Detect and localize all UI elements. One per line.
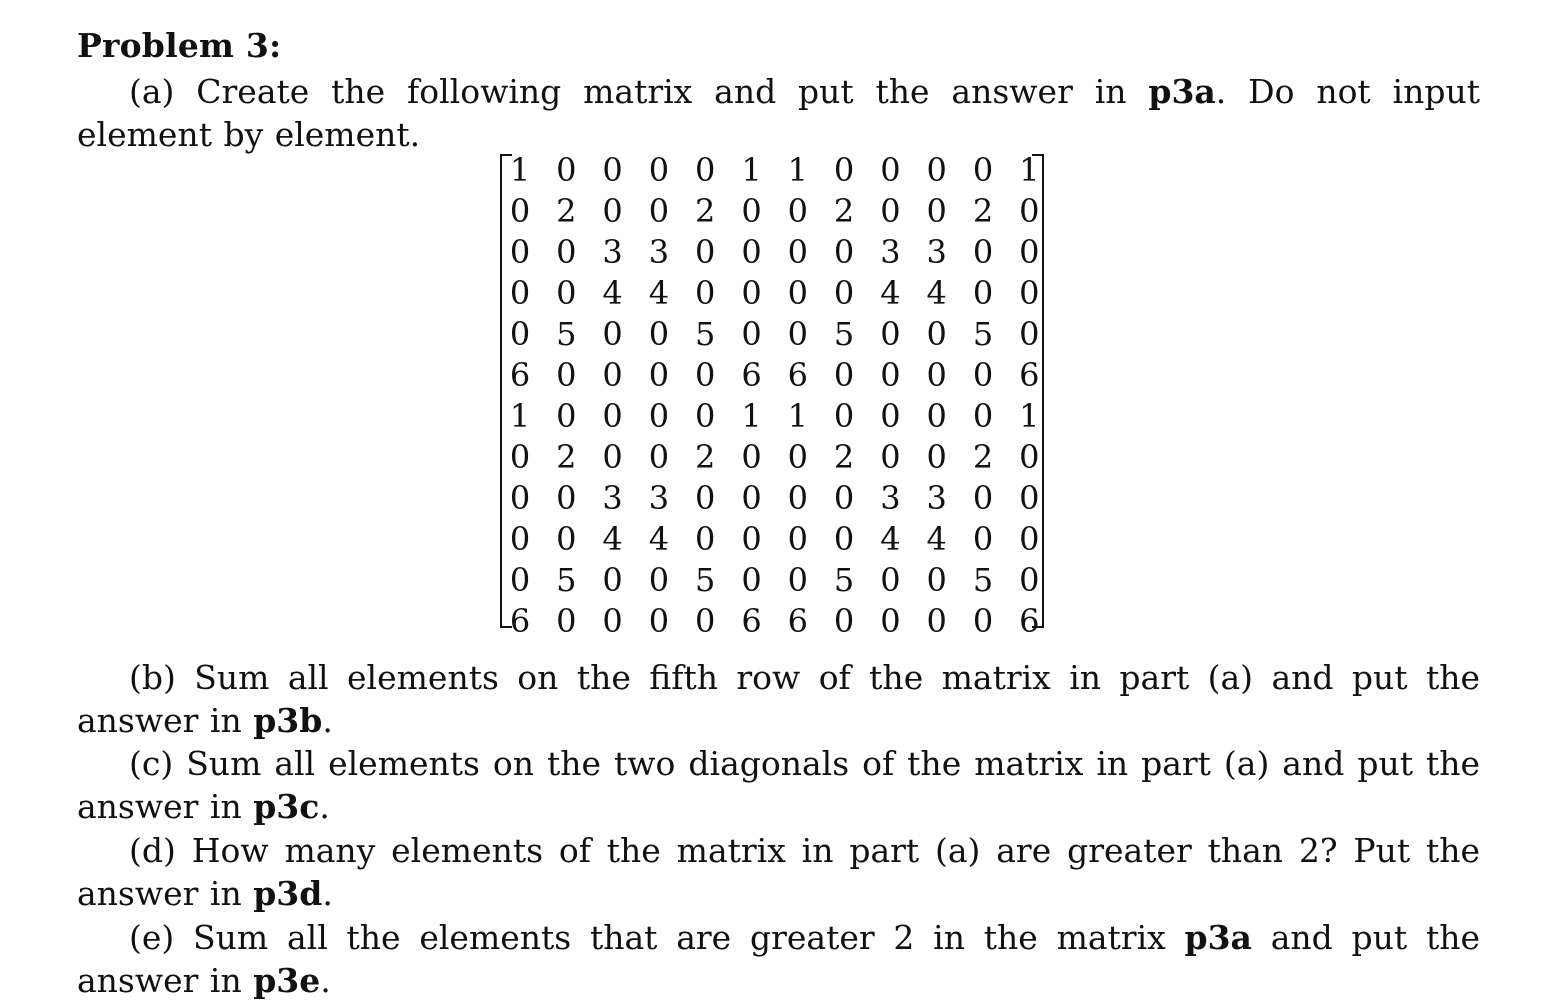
matrix-cell: 0 [880, 438, 901, 476]
matrix-cell: 0 [972, 479, 994, 517]
matrix-cell: 3 [602, 479, 623, 517]
matrix-cell: 0 [972, 602, 994, 640]
part-d-text-before: (d) How many elements of the matrix in part (a) are greater than 2? Put the answer in [77, 831, 1480, 913]
part-e-text-middle: and put the answer in [77, 918, 1480, 1000]
matrix-cell: 1 [1019, 151, 1040, 189]
matrix-cell: 0 [926, 315, 947, 353]
matrix-cell: 1 [509, 151, 531, 189]
matrix-cell: 0 [741, 192, 762, 230]
matrix-cell: 2 [695, 192, 716, 230]
matrix-cell: 0 [695, 356, 716, 394]
matrix-cell: 4 [648, 274, 670, 312]
matrix-cell: 3 [880, 479, 901, 517]
matrix-cell: 2 [972, 192, 994, 230]
part-b-text [77, 656, 1480, 742]
matrix-cell: 0 [787, 479, 808, 517]
matrix-cell: 1 [741, 151, 762, 189]
part-a-text-before: (a) Create the following matrix and put the answer in [129, 72, 1149, 111]
matrix-cell: 0 [972, 274, 994, 312]
matrix-cell: 0 [556, 274, 577, 312]
matrix-cell: 0 [556, 233, 577, 271]
matrix-cell: 0 [880, 315, 901, 353]
part-d-variable: p3d [253, 874, 323, 913]
matrix-cell: 0 [787, 233, 808, 271]
matrix-cell: 0 [1019, 479, 1040, 517]
matrix-cell: 6 [741, 602, 762, 640]
matrix-cell: 4 [648, 520, 670, 558]
part-a-text [77, 70, 1480, 156]
matrix-cell: 0 [602, 315, 623, 353]
matrix-grid [498, 150, 1058, 640]
matrix-cell: 0 [695, 602, 716, 640]
matrix-cell: 6 [1019, 356, 1040, 394]
matrix-cell: 0 [833, 356, 855, 394]
matrix-cell: 6 [1019, 602, 1040, 640]
matrix-cell: 2 [972, 438, 994, 476]
matrix-cell: 0 [602, 151, 623, 189]
matrix-cell: 5 [833, 561, 855, 599]
matrix-cell: 6 [787, 356, 808, 394]
part-d-text-after: . [322, 874, 333, 913]
matrix-cell: 4 [880, 274, 901, 312]
matrix-cell: 0 [648, 438, 670, 476]
part-e-variable: p3a [1184, 918, 1252, 957]
matrix-cell: 5 [556, 561, 577, 599]
matrix-cell: 1 [509, 397, 531, 435]
matrix-cell: 5 [833, 315, 855, 353]
matrix-cell: 0 [1019, 561, 1040, 599]
matrix-cell: 0 [509, 479, 531, 517]
part-b-variable: p3b [253, 701, 323, 740]
matrix-cell: 0 [556, 602, 577, 640]
matrix-cell: 0 [880, 561, 901, 599]
matrix-cell: 0 [787, 192, 808, 230]
matrix-cell: 3 [926, 233, 947, 271]
matrix-cell: 0 [833, 151, 855, 189]
matrix-cell: 3 [648, 479, 670, 517]
part-b-text-before: (b) Sum all elements on the fifth row of the matrix in part (a) and put the answer in [77, 658, 1480, 740]
matrix-cell: 5 [972, 561, 994, 599]
matrix-cell: 0 [1019, 192, 1040, 230]
part-c-text [77, 742, 1480, 828]
matrix-cell: 0 [556, 397, 577, 435]
matrix-cell: 4 [926, 274, 947, 312]
matrix-cell: 0 [602, 356, 623, 394]
problem-title: Problem 3: [77, 26, 282, 65]
matrix-cell: 2 [556, 438, 577, 476]
part-a-variable: p3a [1148, 72, 1216, 111]
matrix-cell: 0 [509, 438, 531, 476]
matrix-cell: 0 [1019, 438, 1040, 476]
matrix-cell: 0 [833, 397, 855, 435]
matrix-cell: 3 [880, 233, 901, 271]
matrix-cell: 5 [556, 315, 577, 353]
matrix-cell: 0 [602, 602, 623, 640]
matrix-right-bracket [1032, 154, 1044, 628]
part-a-text-after: . Do not input element by element. [77, 72, 1480, 154]
matrix-cell: 0 [556, 151, 577, 189]
matrix-cell: 3 [648, 233, 670, 271]
matrix-cell: 6 [741, 356, 762, 394]
matrix-cell: 0 [833, 233, 855, 271]
matrix-cell: 0 [787, 561, 808, 599]
matrix-cell: 0 [602, 397, 623, 435]
matrix-cell: 0 [695, 397, 716, 435]
part-d-text [77, 829, 1480, 915]
matrix-cell: 0 [833, 602, 855, 640]
matrix-cell: 0 [972, 233, 994, 271]
matrix-cell: 0 [880, 397, 901, 435]
matrix-cell: 0 [833, 274, 855, 312]
matrix-cell: 4 [602, 274, 623, 312]
matrix-cell: 6 [509, 356, 531, 394]
matrix-cell: 0 [509, 192, 531, 230]
matrix-cell: 0 [880, 151, 901, 189]
matrix-cell: 0 [972, 397, 994, 435]
matrix-cell: 0 [787, 274, 808, 312]
matrix-cell: 0 [695, 151, 716, 189]
matrix-cell: 0 [972, 520, 994, 558]
matrix-cell: 0 [1019, 274, 1040, 312]
matrix-cell: 0 [648, 397, 670, 435]
matrix-cell: 0 [556, 479, 577, 517]
matrix [498, 150, 1058, 640]
matrix-cell: 0 [509, 274, 531, 312]
matrix-cell: 0 [787, 520, 808, 558]
matrix-cell: 0 [695, 274, 716, 312]
matrix-cell: 0 [926, 602, 947, 640]
matrix-cell: 0 [509, 520, 531, 558]
matrix-cell: 0 [926, 356, 947, 394]
matrix-cell: 5 [695, 315, 716, 353]
matrix-cell: 0 [602, 192, 623, 230]
matrix-cell: 0 [509, 233, 531, 271]
matrix-cell: 0 [556, 520, 577, 558]
matrix-cell: 2 [556, 192, 577, 230]
matrix-cell: 0 [602, 438, 623, 476]
matrix-cell: 0 [695, 479, 716, 517]
matrix-cell: 0 [926, 561, 947, 599]
matrix-cell: 0 [509, 315, 531, 353]
matrix-cell: 5 [972, 315, 994, 353]
matrix-cell: 0 [648, 192, 670, 230]
matrix-cell: 0 [972, 356, 994, 394]
matrix-cell: 0 [833, 479, 855, 517]
matrix-cell: 0 [556, 356, 577, 394]
matrix-cell: 4 [926, 520, 947, 558]
matrix-cell: 0 [1019, 315, 1040, 353]
part-e-text [77, 916, 1480, 1002]
matrix-cell: 0 [648, 356, 670, 394]
matrix-cell: 6 [787, 602, 808, 640]
part-e-text-before: (e) Sum all the elements that are greater 2 in the matrix [129, 918, 1185, 957]
matrix-cell: 0 [741, 315, 762, 353]
matrix-cell: 0 [972, 151, 994, 189]
matrix-cell: 1 [1019, 397, 1040, 435]
part-c-text-after: . [319, 787, 330, 826]
matrix-cell: 0 [741, 233, 762, 271]
matrix-cell: 2 [833, 438, 855, 476]
matrix-cell: 1 [787, 151, 808, 189]
matrix-cell: 0 [741, 274, 762, 312]
matrix-cell: 0 [787, 438, 808, 476]
matrix-cell: 0 [695, 520, 716, 558]
matrix-cell: 3 [926, 479, 947, 517]
matrix-cell: 0 [880, 192, 901, 230]
matrix-cell: 6 [509, 602, 531, 640]
matrix-cell: 4 [602, 520, 623, 558]
matrix-cell: 1 [787, 397, 808, 435]
matrix-cell: 1 [741, 397, 762, 435]
matrix-cell: 0 [648, 561, 670, 599]
matrix-cell: 3 [602, 233, 623, 271]
part-c-text-before: (c) Sum all elements on the two diagonals of the matrix in part (a) and put the answer in [77, 744, 1480, 826]
matrix-cell: 0 [741, 479, 762, 517]
part-c-variable: p3c [253, 787, 320, 826]
matrix-cell: 0 [695, 233, 716, 271]
matrix-cell: 2 [695, 438, 716, 476]
matrix-cell: 0 [741, 438, 762, 476]
matrix-cell: 0 [880, 356, 901, 394]
matrix-cell: 0 [880, 602, 901, 640]
matrix-cell: 4 [880, 520, 901, 558]
part-e-text-after: . [320, 961, 331, 1000]
matrix-cell: 0 [509, 561, 531, 599]
matrix-cell: 0 [926, 151, 947, 189]
matrix-cell: 0 [787, 315, 808, 353]
matrix-cell: 0 [1019, 233, 1040, 271]
matrix-cell: 0 [602, 561, 623, 599]
matrix-cell: 0 [741, 520, 762, 558]
matrix-cell: 0 [648, 151, 670, 189]
matrix-cell: 0 [1019, 520, 1040, 558]
matrix-cell: 0 [833, 520, 855, 558]
matrix-cell: 0 [648, 315, 670, 353]
matrix-cell: 0 [648, 602, 670, 640]
matrix-cell: 0 [926, 192, 947, 230]
part-e-variable-2: p3e [253, 961, 321, 1000]
matrix-cell: 0 [926, 397, 947, 435]
matrix-cell: 2 [833, 192, 855, 230]
part-b-text-after: . [322, 701, 333, 740]
matrix-cell: 0 [926, 438, 947, 476]
matrix-cell: 5 [695, 561, 716, 599]
matrix-cell: 0 [741, 561, 762, 599]
